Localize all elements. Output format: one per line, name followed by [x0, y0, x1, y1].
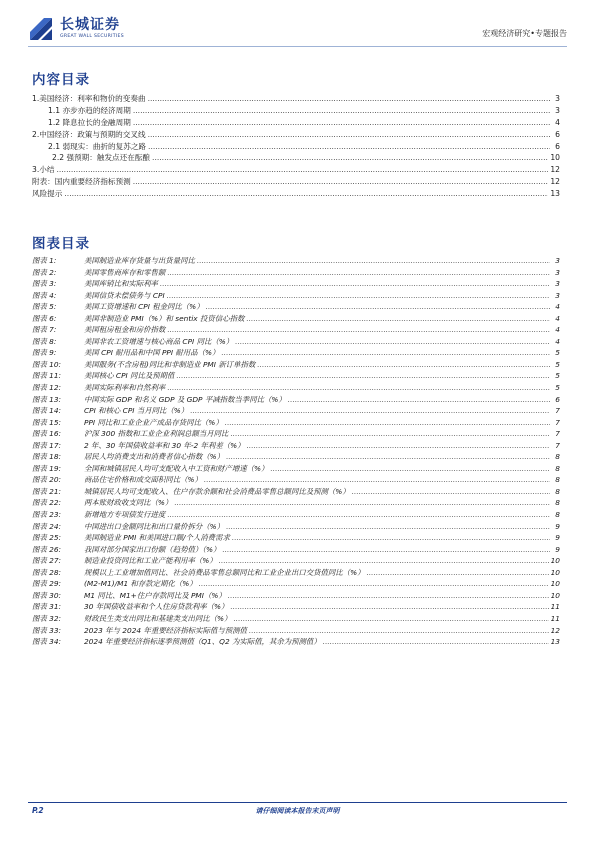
figure-entry-label	[32, 359, 255, 371]
figure-entry-page: 7	[555, 440, 560, 450]
leader-dots	[235, 336, 550, 348]
figure-entry[interactable]	[32, 347, 560, 359]
figure-title: 30 年国债收益率和个人住房贷款利率（%）	[84, 602, 229, 612]
figure-entry-label	[32, 613, 231, 625]
figure-entry[interactable]	[32, 278, 560, 290]
figure-entry[interactable]	[32, 613, 560, 625]
figure-entry[interactable]	[32, 486, 560, 498]
figure-title: 美国租房租金和房价指数	[84, 325, 166, 335]
figure-entry-page: 8	[555, 498, 560, 508]
figure-title: 财政民生类支出同比和基建类支出同比（%）	[84, 613, 232, 623]
leader-dots	[152, 152, 548, 164]
toc-entry-page: 12	[550, 165, 560, 175]
figure-entry-page: 10	[550, 590, 560, 600]
table-of-contents	[32, 93, 560, 200]
header-divider	[28, 46, 567, 47]
figure-entry-page: 9	[555, 544, 560, 554]
toc-entry-label: 风险提示	[32, 189, 63, 199]
figure-entry-page: 8	[555, 510, 560, 520]
figure-number: 图表 8:	[32, 336, 57, 346]
leader-dots	[230, 601, 548, 613]
figure-number: 图表 11:	[32, 371, 62, 381]
figure-entry-label	[32, 394, 286, 406]
toc-entry-label: 3.小结	[32, 165, 55, 175]
report-type: 宏观经济研究•专题报告	[482, 29, 567, 38]
figure-entry-label	[32, 555, 217, 567]
toc-entry-label: 1.美国经济：利率和物价的变奏曲	[32, 94, 146, 103]
company-logo	[28, 14, 124, 44]
figure-entry[interactable]	[32, 463, 560, 475]
figure-number: 图表 9:	[32, 348, 57, 358]
figure-entry[interactable]	[32, 636, 560, 648]
figure-entry-label	[32, 532, 230, 544]
leader-dots	[64, 188, 548, 200]
leader-dots	[232, 532, 550, 544]
figure-entry[interactable]	[32, 394, 560, 406]
figure-entry-page: 10	[550, 579, 560, 589]
leader-dots	[230, 428, 550, 440]
figure-list	[32, 255, 560, 648]
figure-number: 图表 30:	[32, 590, 62, 600]
figure-entry-label	[32, 382, 165, 394]
figure-entry-label	[32, 301, 204, 313]
toc-entry[interactable]	[32, 141, 560, 153]
leader-dots	[133, 117, 550, 129]
figure-number: 图表 18:	[32, 452, 62, 462]
figure-entry-page: 3	[555, 256, 560, 265]
figure-entry-label	[32, 578, 197, 590]
figure-number: 图表 12:	[32, 383, 62, 393]
toc-entry[interactable]	[32, 176, 560, 188]
toc-entry-page: 13	[550, 189, 560, 199]
figure-number: 图表 5:	[32, 302, 57, 312]
figure-entry-label	[32, 440, 245, 452]
figure-title: 新增地方专项债发行进度	[84, 510, 166, 520]
figure-entry-label	[32, 521, 224, 533]
figure-title: 2024 年重要经济指标逐季预测值（Q1、Q2 为实际值，其余为预测值）	[84, 637, 321, 647]
figure-number: 图表 2:	[32, 267, 57, 277]
toc-entry-page: 3	[555, 105, 560, 115]
figure-number: 图表 7:	[32, 325, 57, 335]
figure-title: 制造业投资同比和工业产能利用率（%）	[84, 556, 217, 566]
figure-entry-page: 5	[555, 348, 560, 358]
leader-dots	[204, 474, 550, 486]
leader-dots	[228, 590, 549, 602]
page-header	[28, 14, 567, 44]
figure-entry-label	[32, 267, 165, 279]
figure-title: 2 年、30 年国债收益率和 30 年-2 年利差（%）	[84, 440, 245, 450]
leader-dots	[133, 105, 550, 117]
figure-entry[interactable]	[32, 405, 560, 417]
toc-entry-page: 3	[555, 94, 560, 103]
leader-dots	[249, 625, 549, 637]
leader-dots	[160, 278, 550, 290]
figure-title: 美国实际利率和自然利率	[84, 383, 166, 393]
toc-entry-label: 2.中国经济：政策与预期的交叉线	[32, 129, 146, 139]
figure-number: 图表 29:	[32, 579, 62, 589]
toc-entry[interactable]	[32, 129, 560, 141]
toc-entry-label: 1.2 降息拉长的金融周期	[48, 117, 131, 127]
toc-entry[interactable]	[32, 152, 560, 164]
toc-entry[interactable]	[32, 188, 560, 200]
figure-entry-page: 12	[550, 625, 560, 635]
leader-dots	[225, 417, 550, 429]
leader-dots	[219, 555, 549, 567]
figure-entry-page: 11	[550, 613, 560, 623]
figure-number: 图表 23:	[32, 510, 62, 520]
leader-dots	[167, 382, 550, 394]
figure-entry-page: 8	[555, 452, 560, 462]
figure-entry-page: 9	[555, 521, 560, 531]
figure-entry-page: 5	[555, 383, 560, 393]
leader-dots	[233, 613, 548, 625]
leader-dots	[167, 290, 550, 302]
figure-title: 全国和城镇居民人均可支配收入中工资和财产增速（%）	[84, 463, 269, 473]
toc-entry-page: 12	[550, 177, 560, 187]
figure-number: 图表 10:	[32, 359, 62, 369]
figure-entry-label	[32, 313, 244, 325]
figure-entry-page: 4	[555, 302, 560, 312]
figure-entry-page: 11	[550, 602, 560, 612]
figure-entry-label	[32, 255, 195, 267]
figure-entry[interactable]	[32, 601, 560, 613]
leader-dots	[226, 451, 550, 463]
figure-number: 图表 21:	[32, 486, 62, 496]
figure-number: 图表 17:	[32, 440, 62, 450]
figure-entry-page: 7	[555, 406, 560, 416]
figure-entry[interactable]	[32, 555, 560, 567]
figure-title: 美国信贷未偿债务与 CPI	[84, 290, 165, 300]
leader-dots	[270, 463, 550, 475]
toc-entry-label: 1.1 亦步亦趋的经济周期	[48, 105, 131, 115]
figure-entry-label	[32, 567, 364, 579]
figure-entry[interactable]	[32, 567, 560, 579]
toc-entry[interactable]	[32, 105, 560, 117]
toc-entry[interactable]	[32, 117, 560, 129]
figure-entry-label	[32, 601, 228, 613]
figure-number: 图表 15:	[32, 417, 62, 427]
figure-title: 美国 CPI 耐用品和中国 PPI 耐用品（%）	[84, 348, 220, 358]
figure-entry-label	[32, 278, 158, 290]
leader-dots	[197, 255, 550, 267]
figure-entry-page: 5	[555, 359, 560, 369]
figure-entry-label	[32, 636, 321, 648]
toc-entry-label: 附表：国内重要经济指标预测	[32, 177, 131, 187]
figure-title: PPI 同比和工业企业产成品存货同比（%）	[84, 417, 223, 427]
figure-entry[interactable]	[32, 301, 560, 313]
figure-entry[interactable]	[32, 290, 560, 302]
toc-entry-page: 10	[550, 153, 560, 163]
figure-entry-page: 10	[550, 567, 560, 577]
figure-entry-page: 8	[555, 463, 560, 473]
figure-entry[interactable]	[32, 509, 560, 521]
figure-title: 居民人均消费支出和消费者信心指数（%）	[84, 452, 225, 462]
figure-title: 两本账财政收支同比（%）	[84, 498, 173, 508]
leader-dots	[257, 359, 550, 371]
toc-title: 内容目录	[32, 72, 90, 88]
figure-title: 美国非农工资增速与核心商品 CPI 同比（%）	[84, 336, 234, 346]
figure-entry-label	[32, 509, 165, 521]
figure-entry[interactable]	[32, 324, 560, 336]
figure-entry[interactable]	[32, 532, 560, 544]
leader-dots	[199, 578, 549, 590]
figure-entry[interactable]	[32, 370, 560, 382]
figure-entry-page: 4	[555, 336, 560, 346]
figure-title: 2023 年与 2024 年重要经济指标实际值与预测值	[84, 625, 247, 635]
figure-entry-page: 8	[555, 475, 560, 485]
figure-entry-page: 3	[555, 267, 560, 277]
figure-title: 美国库销比和实际利率	[84, 279, 158, 289]
figure-title: 沪深 300 指数和工业企业利润总额当月同比	[84, 429, 229, 439]
leader-dots	[56, 164, 548, 176]
figure-number: 图表 34:	[32, 637, 62, 647]
figure-number: 图表 25:	[32, 533, 62, 543]
leader-dots	[206, 301, 550, 313]
figure-entry-page: 8	[555, 486, 560, 496]
figure-entry-label	[32, 625, 247, 637]
leader-dots	[247, 440, 550, 452]
figure-entry[interactable]	[32, 255, 560, 267]
leader-dots	[148, 129, 550, 141]
leader-dots	[366, 567, 548, 579]
figure-number: 图表 3:	[32, 279, 57, 289]
figure-entry[interactable]	[32, 625, 560, 637]
figure-entry[interactable]	[32, 417, 560, 429]
figure-entry[interactable]	[32, 313, 560, 325]
figure-number: 图表 13:	[32, 394, 62, 404]
figure-title: CPI 和核心 CPI 当月同比（%）	[84, 406, 189, 416]
figure-title: 中国实际 GDP 和名义 GDP 及 GDP 平减指数当季同比（%）	[84, 394, 286, 404]
toc-entry-page: 4	[555, 117, 560, 127]
leader-dots	[246, 313, 550, 325]
figure-number: 图表 24:	[32, 521, 62, 531]
figure-entry-label	[32, 324, 165, 336]
figure-entry-page: 9	[555, 533, 560, 543]
figure-number: 图表 28:	[32, 567, 62, 577]
toc-entry[interactable]	[32, 93, 560, 105]
figure-entry-page: 7	[555, 417, 560, 427]
leader-dots	[226, 521, 550, 533]
figure-entry-label	[32, 405, 188, 417]
leader-dots	[148, 93, 550, 105]
figure-title: 我国对部分国家出口份额（趋势值）（%）	[84, 544, 221, 554]
leader-dots	[221, 347, 550, 359]
figure-entry-page: 10	[550, 556, 560, 566]
figure-number: 图表 31:	[32, 602, 62, 612]
figure-number: 图表 26:	[32, 544, 62, 554]
figure-entry-page: 3	[555, 290, 560, 300]
figure-number: 图表 22:	[32, 498, 62, 508]
figure-number: 图表 14:	[32, 406, 62, 416]
figure-entry[interactable]	[32, 440, 560, 452]
figure-number: 图表 32:	[32, 613, 62, 623]
logo-chinese-name: 长城证券	[60, 17, 120, 33]
figure-entry-label	[32, 428, 228, 440]
figure-entry-page: 4	[555, 313, 560, 323]
leader-dots	[167, 267, 550, 279]
figure-number: 图表 4:	[32, 290, 57, 300]
leader-dots	[167, 324, 550, 336]
disclaimer-note: 请仔细阅读本报告末页声明	[255, 807, 340, 815]
toc-entry-page: 6	[555, 129, 560, 139]
great-wall-logo-icon	[28, 16, 54, 42]
leader-dots	[288, 394, 550, 406]
figure-title: 美国服务(不含房租)同比和非制造业 PMI 新订单指数	[84, 359, 256, 369]
figure-entry-label	[32, 290, 165, 302]
figure-title: 美国核心 CPI 同比及预期值	[84, 371, 175, 381]
figure-entry[interactable]	[32, 474, 560, 486]
figure-title: 美国零售商库存和零售额	[84, 267, 166, 277]
figure-entry-label	[32, 417, 223, 429]
figure-entry-page: 3	[555, 279, 560, 289]
leader-dots	[323, 636, 549, 648]
figure-entry[interactable]	[32, 521, 560, 533]
figure-title: 美国工资增速和 CPI 租金同比（%）	[84, 302, 204, 312]
figure-entry-label	[32, 347, 219, 359]
figure-title: 美国制造业库存货量与出货量同比	[84, 256, 195, 265]
figure-entry-page: 13	[550, 637, 560, 647]
figure-number: 图表 20:	[32, 475, 62, 485]
figure-list-title: 图表目录	[32, 236, 90, 252]
figure-entry[interactable]	[32, 359, 560, 371]
leader-dots	[174, 497, 550, 509]
figure-entry-page: 7	[555, 429, 560, 439]
figure-number: 图表 19:	[32, 463, 62, 473]
figure-title: 美国非制造业 PMI（%）和 sentix 投资信心指数	[84, 313, 245, 323]
leader-dots	[222, 544, 550, 556]
figure-entry[interactable]	[32, 497, 560, 509]
leader-dots	[176, 370, 550, 382]
leader-dots	[190, 405, 550, 417]
leader-dots	[167, 509, 550, 521]
page-number: P.2	[32, 806, 44, 815]
figure-entry[interactable]	[32, 382, 560, 394]
figure-entry-page: 6	[555, 394, 560, 404]
figure-title: 美国制造业 PMI 和美国进口额/个人消费需求	[84, 533, 230, 543]
leader-dots	[352, 486, 550, 498]
toc-entry[interactable]	[32, 164, 560, 176]
figure-title: 城镇居民人均可支配收入、住户存款余额和社会消费品零售总额同比及预测（%）	[84, 486, 350, 496]
logo-english-name: GREAT WALL SECURITIES	[60, 34, 124, 39]
figure-entry-page: 4	[555, 325, 560, 335]
figure-entry-page: 5	[555, 371, 560, 381]
figure-entry-label	[32, 544, 220, 556]
toc-entry-label: 2.1 弱现实：曲折的复苏之路	[48, 141, 147, 151]
figure-entry-label	[32, 370, 174, 382]
figure-entry[interactable]	[32, 590, 560, 602]
figure-entry-label	[32, 463, 268, 475]
figure-number: 图表 16:	[32, 429, 62, 439]
figure-entry-label	[32, 486, 350, 498]
figure-number: 图表 6:	[32, 313, 57, 323]
toc-entry-page: 6	[555, 141, 560, 151]
footer-divider	[28, 802, 567, 803]
figure-title: (M2-M1)/M1 和存款定期化（%）	[84, 579, 197, 589]
figure-entry-label	[32, 497, 172, 509]
figure-number: 图表 27:	[32, 556, 62, 566]
figure-entry[interactable]	[32, 428, 560, 440]
figure-entry-label	[32, 590, 226, 602]
toc-entry-label: 2.2 强预期：触发点还在酝酿	[52, 153, 151, 163]
leader-dots	[133, 176, 549, 188]
figure-number: 图表 1:	[32, 256, 57, 265]
figure-entry[interactable]	[32, 451, 560, 463]
leader-dots	[148, 141, 550, 153]
figure-entry[interactable]	[32, 267, 560, 279]
figure-entry[interactable]	[32, 578, 560, 590]
figure-title: 商品住宅价格和成交面积同比（%）	[84, 475, 202, 485]
figure-entry-label	[32, 451, 224, 463]
figure-entry[interactable]	[32, 336, 560, 348]
figure-entry-label	[32, 474, 202, 486]
figure-entry-label	[32, 336, 233, 348]
figure-title: 中国进出口金额同比和出口量价拆分（%）	[84, 521, 225, 531]
figure-title: M1 同比、M1+住户存款同比及 PMI（%）	[84, 590, 226, 600]
figure-number: 图表 33:	[32, 625, 62, 635]
figure-title: 规模以上工业增加值同比、社会消费品零售总额同比和工业企业出口交货值同比（%）	[84, 567, 365, 577]
figure-entry[interactable]	[32, 544, 560, 556]
